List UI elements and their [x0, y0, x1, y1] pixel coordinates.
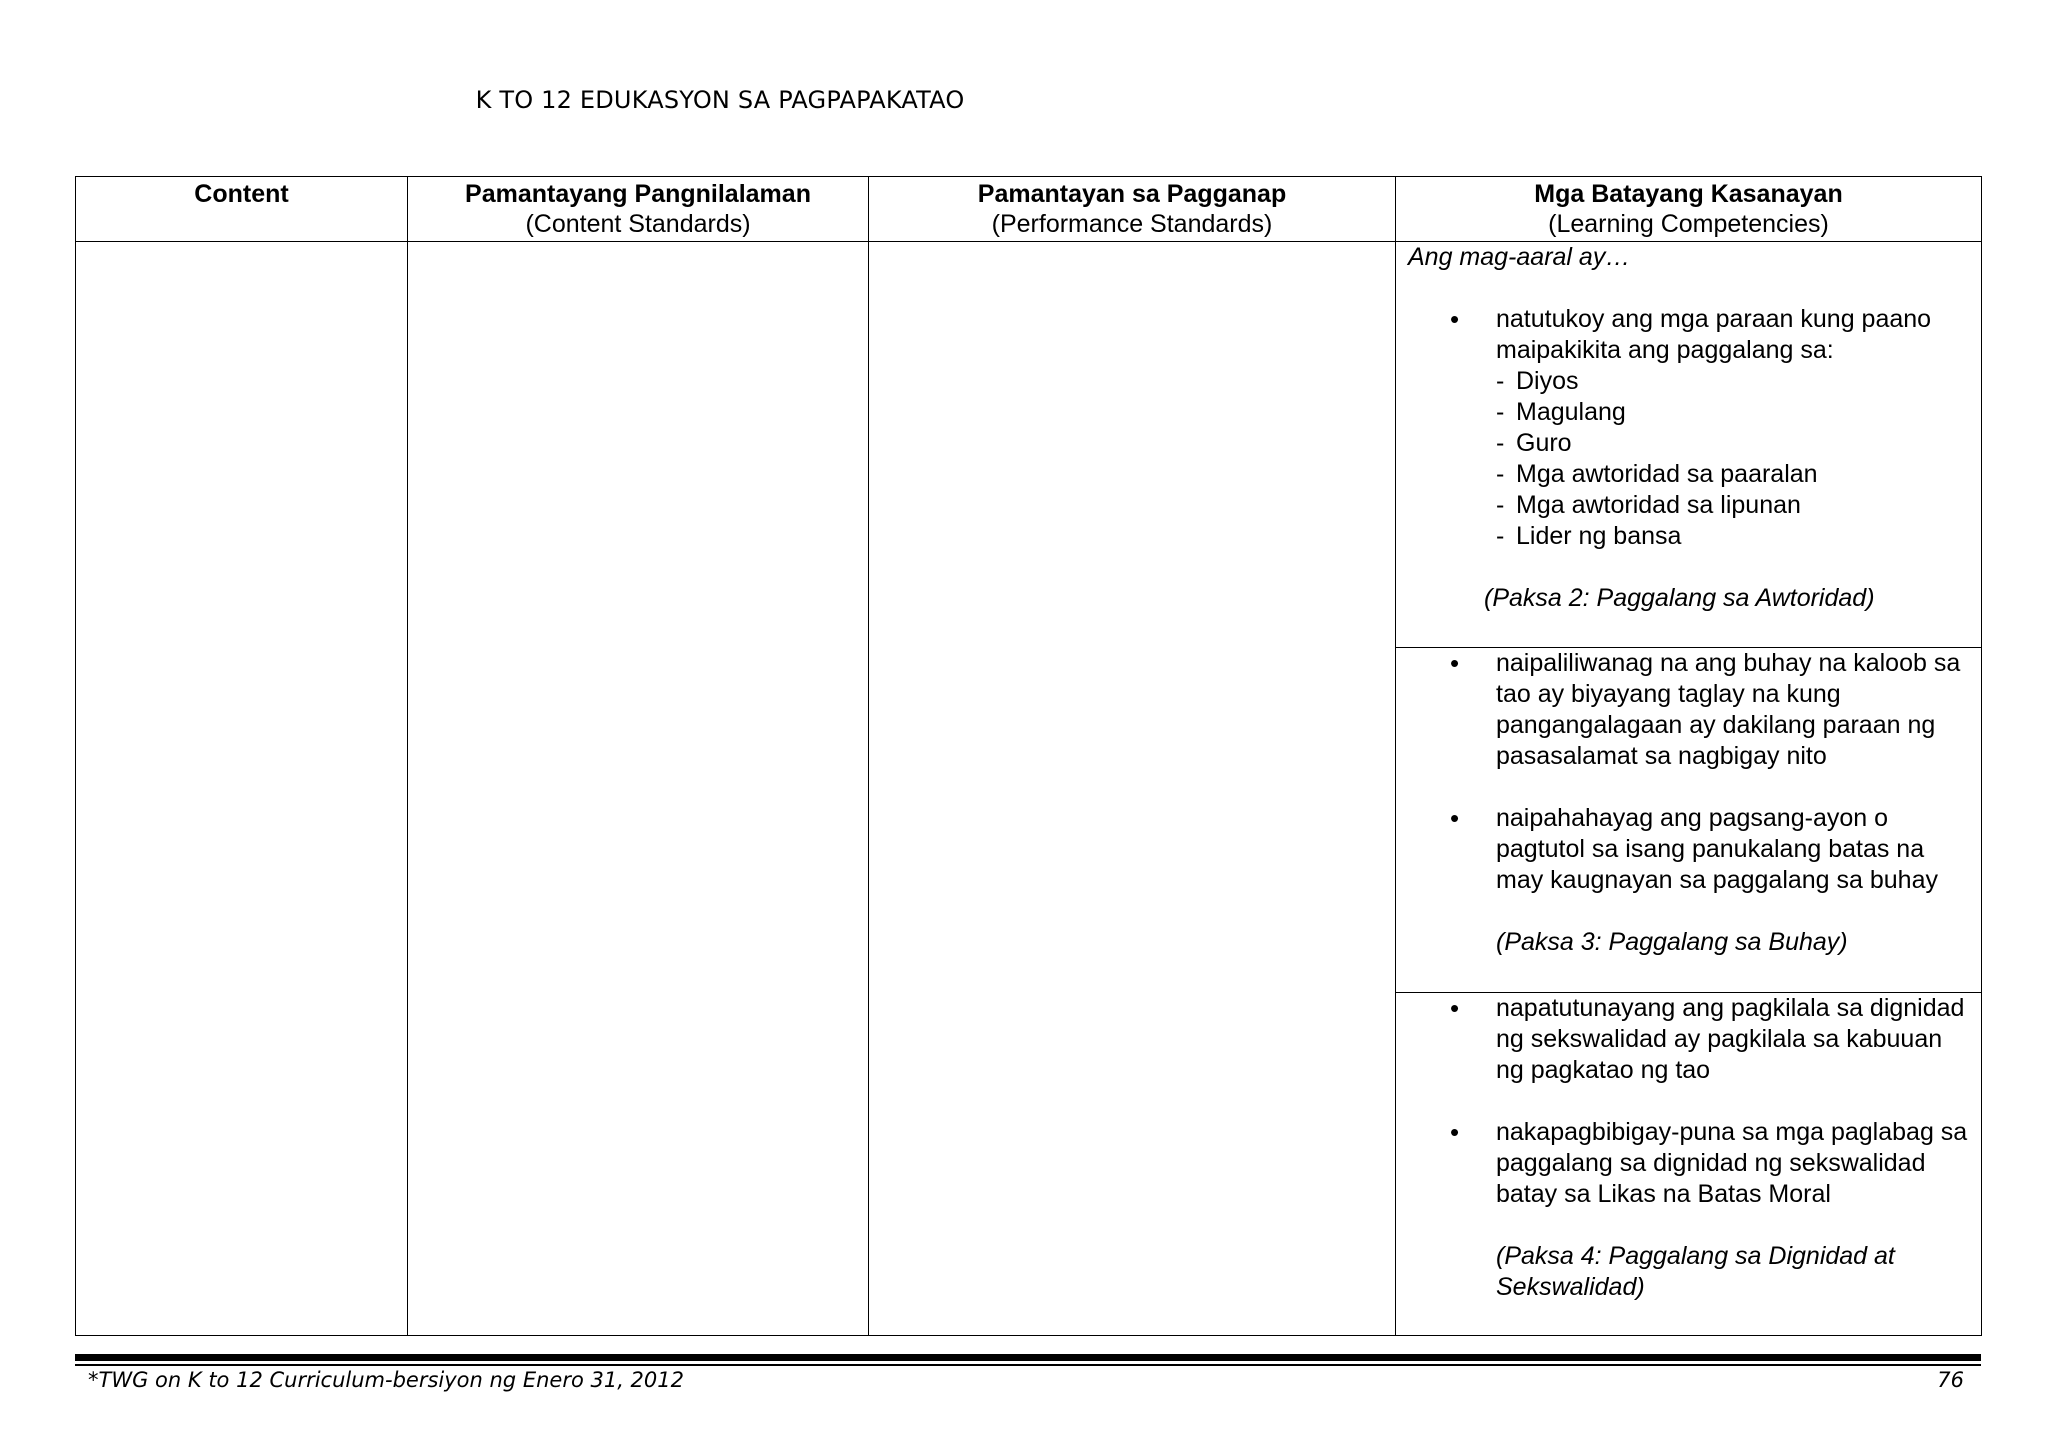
header-performance-standards — [869, 177, 1396, 242]
spacer — [1396, 772, 1981, 803]
content-cell — [76, 242, 408, 1336]
footer-rule — [75, 1354, 1981, 1361]
header-content-standards-label: Pamantayang Pangnilalaman — [465, 180, 811, 208]
bullet-text: natutukoy ang mga paraan kung paano maipakikita ang paggalang sa: — [1496, 305, 1932, 364]
header-performance-standards-label: Pamantayan sa Pagganap — [977, 180, 1287, 208]
list-item: - Guro — [1496, 428, 1971, 459]
spacer — [1396, 1086, 1981, 1117]
competency-cell-paksa-2 — [1396, 242, 1982, 648]
topic-label: (Paksa 2: Paggalang sa Awtoridad) — [1484, 584, 1875, 612]
header-content-standards-sub: (Content Standards) — [525, 210, 751, 238]
competency-bullet-list — [1396, 993, 1981, 1210]
list-item: - Mga awtoridad sa lipunan — [1496, 490, 1971, 521]
competency-intro: Ang mag-aaral ay… — [1408, 243, 1631, 271]
content-standards-cell — [408, 242, 869, 1336]
page-number: 76 — [1937, 1368, 1964, 1392]
topic-label: (Paksa 3: Paggalang sa Buhay) — [1496, 928, 1848, 956]
header-learning-competencies — [1396, 177, 1982, 242]
table-row — [76, 242, 1982, 648]
header-learning-competencies-sub: (Learning Competencies) — [1548, 210, 1829, 238]
list-item: • naipaliliwanag na ang buhay na kaloob sa tao ay biyayang taglay na kung pangangalagaan ay dakilang paraan ng pasasalamat sa nagbigay nito — [1396, 648, 1981, 772]
list-item: • napatutunayang ang pagkilala sa dignidad ng sekswalidad ay pagkilala sa kabuuan ng pagkatao ng tao — [1396, 993, 1981, 1086]
header-content — [76, 177, 408, 242]
list-item: - Lider ng bansa — [1496, 521, 1971, 552]
footer-source: *TWG on K to 12 Curriculum-bersiyon ng Enero 31, 2012 — [88, 1368, 684, 1392]
table-header-row — [76, 177, 1982, 242]
header-performance-standards-sub: (Performance Standards) — [991, 210, 1273, 238]
list-item: - Magulang — [1496, 397, 1971, 428]
performance-standards-cell — [869, 242, 1396, 1336]
header-learning-competencies-label: Mga Batayang Kasanayan — [1534, 180, 1843, 208]
list-item: • naipahahayag ang pagsang-ayon o pagtutol sa isang panukalang batas na may kaugnayan sa paggalang sa buhay — [1396, 803, 1981, 896]
header-content-standards — [408, 177, 869, 242]
competency-bullet-list — [1396, 304, 1981, 552]
list-item: - Diyos — [1496, 366, 1971, 397]
authority-list — [1496, 366, 1971, 552]
document-title: K TO 12 EDUKASYON SA PAGPAPAKATAO — [475, 86, 965, 114]
curriculum-table — [75, 176, 1982, 1336]
header-content-label: Content — [194, 180, 289, 208]
list-item — [1396, 304, 1981, 552]
competency-bullet-list — [1396, 648, 1981, 896]
competency-cell-paksa-4 — [1396, 993, 1982, 1336]
competency-cell-paksa-3 — [1396, 648, 1982, 993]
list-item: • nakapagbibigay-puna sa mga paglabag sa paggalang sa dignidad ng sekswalidad batay sa Likas na Batas Moral — [1396, 1117, 1981, 1210]
list-item: - Mga awtoridad sa paaralan — [1496, 459, 1971, 490]
footer-rule-thin — [75, 1364, 1981, 1366]
topic-label: (Paksa 4: Paggalang sa Dignidad at Sekswalidad) — [1496, 1242, 1895, 1301]
